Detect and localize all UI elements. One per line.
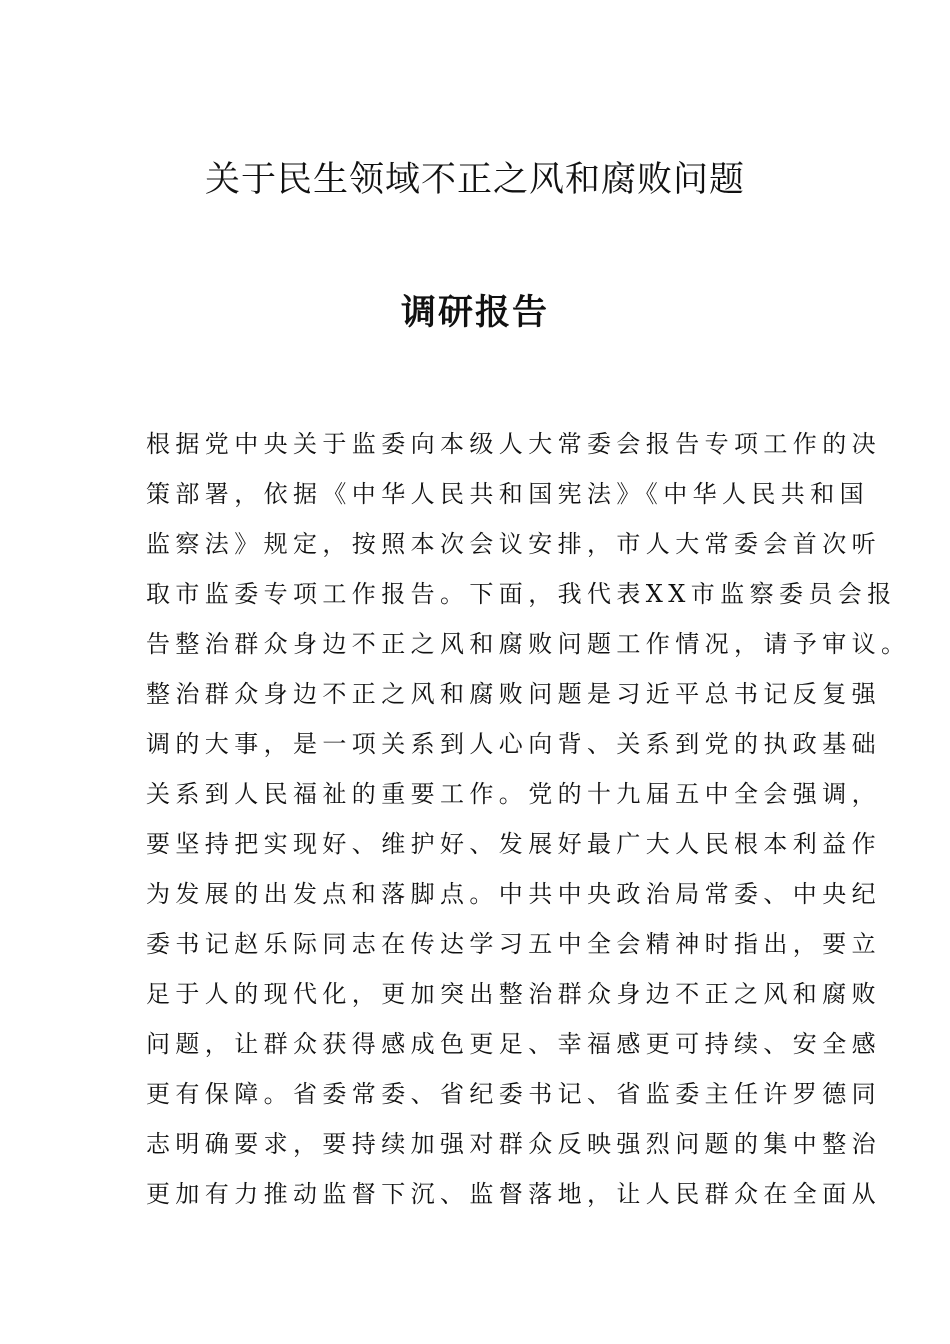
- body-line: 为发展的出发点和落脚点。中共中央政治局常委、中央纪: [146, 880, 881, 908]
- body-line: 监察法》规定，按照本次会议安排，市人大常委会首次听: [146, 530, 881, 558]
- body-line: 调的大事，是一项关系到人心向背、关系到党的执政基础: [146, 730, 881, 758]
- document-title-line-2: 调研报告: [400, 292, 549, 333]
- body-line: 委书记赵乐际同志在传达学习五中全会精神时指出，要立: [146, 930, 881, 958]
- body-line: 问题，让群众获得感成色更足、幸福感更可持续、安全感: [146, 1030, 881, 1058]
- body-line: 整治群众身边不正之风和腐败问题是习近平总书记反复强: [146, 680, 881, 708]
- body-line: 告整治群众身边不正之风和腐败问题工作情况，请予审议。: [146, 630, 911, 658]
- body-line: 关系到人民福祉的重要工作。党的十九届五中全会强调，: [146, 780, 881, 808]
- body-line: 要坚持把实现好、维护好、发展好最广大人民根本利益作: [146, 830, 881, 858]
- body-line: 更有保障。省委常委、省纪委书记、省监委主任许罗德同: [146, 1080, 881, 1108]
- body-line: 志明确要求，要持续加强对群众反映强烈问题的集中整治: [146, 1130, 881, 1158]
- body-paragraph: [146, 426, 911, 1226]
- body-line: 取市监委专项工作报告。下面，我代表XX市监察委员会报: [146, 580, 897, 608]
- body-line: 足于人的现代化，更加突出整治群众身边不正之风和腐败: [146, 980, 881, 1008]
- document-title-line-1: 关于民生领域不正之风和腐败问题: [204, 160, 745, 200]
- body-line: 策部署，依据《中华人民共和国宪法》《中华人民共和国: [146, 480, 869, 508]
- body-line: 根据党中央关于监委向本级人大常委会报告专项工作的决: [146, 430, 881, 458]
- body-line: 更加有力推动监督下沉、监督落地，让人民群众在全面从: [146, 1180, 881, 1208]
